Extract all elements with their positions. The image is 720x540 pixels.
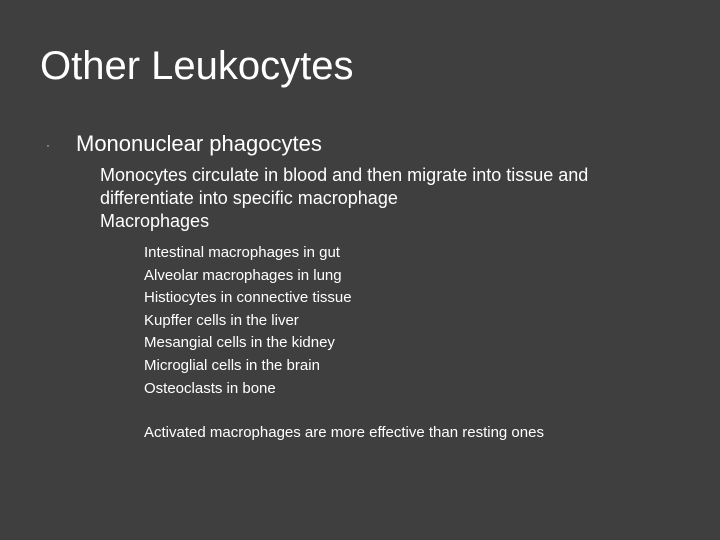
level3-text: Kupffer cells in the liver bbox=[144, 311, 299, 329]
level2-text-macrophages: Macrophages bbox=[100, 211, 210, 231]
level2-list bbox=[80, 164, 640, 233]
level2-text-monocytes: Monocytes circulate in blood and then migrate into tissue and differentiate into specific macrophage bbox=[100, 165, 589, 208]
level1-bullet-item bbox=[46, 131, 322, 157]
list-item bbox=[124, 355, 544, 378]
list-item bbox=[124, 242, 544, 265]
level3-text: Histiocytes in connective tissue bbox=[144, 289, 352, 307]
list-item bbox=[124, 287, 544, 310]
list-item bbox=[80, 210, 640, 233]
level3-text: Intestinal macrophages in gut bbox=[144, 244, 340, 261]
list-item bbox=[124, 422, 544, 445]
list-item bbox=[124, 332, 544, 355]
level1-text: Mononuclear phagocytes bbox=[76, 131, 322, 156]
level3-text: Alveolar macrophages in lung bbox=[144, 266, 342, 284]
slide-title: Other Leukocytes bbox=[40, 44, 354, 88]
list-item bbox=[124, 310, 544, 333]
level3-text: Microglial cells in the brain bbox=[144, 356, 320, 374]
level3-text: Activated macrophages are more effective than resting ones bbox=[144, 424, 544, 442]
list-item bbox=[124, 265, 544, 288]
list-item bbox=[80, 164, 640, 210]
level3-text: Osteoclasts in bone bbox=[144, 379, 276, 397]
level3-list bbox=[124, 242, 544, 445]
list-item bbox=[124, 378, 544, 401]
dot-bullet-icon: · bbox=[46, 137, 50, 152]
level3-text: Mesangial cells in the kidney bbox=[144, 334, 335, 352]
